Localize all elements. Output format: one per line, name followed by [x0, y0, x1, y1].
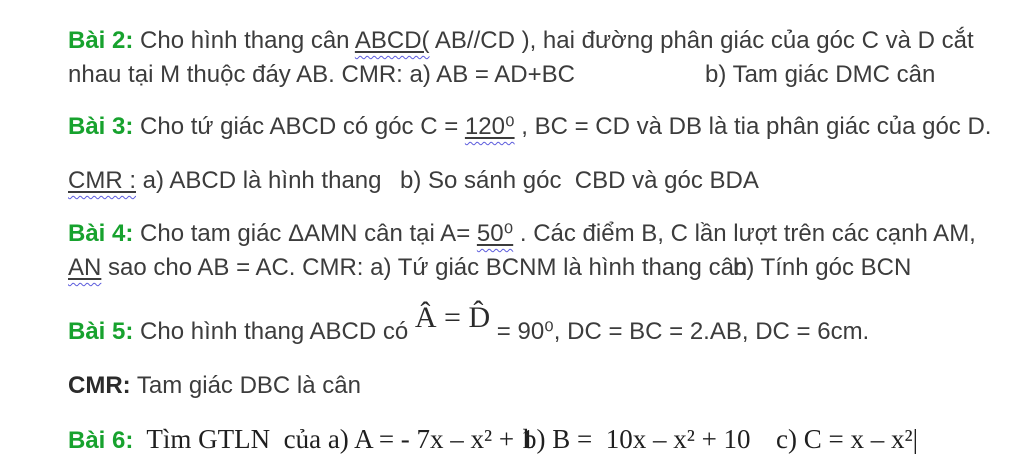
math-expression-angle-hats: Â = D̂ — [414, 301, 491, 334]
spellcheck-underlined-text: CMR : — [68, 167, 136, 194]
problem-4-label: Bài 4: — [68, 220, 134, 247]
text-cursor: | — [912, 424, 918, 454]
problem-3-part-b: b) So sánh góc CBD và góc BDA — [400, 167, 759, 194]
problem-2-label: Bài 2: — [68, 27, 134, 54]
problem-4-line-1 — [0, 219, 1024, 249]
problem-6-label: Bài 6: — [68, 427, 134, 454]
problem-2-text-post: AB//CD ), hai đường phân giác của góc C và D cắt — [429, 27, 974, 54]
problem-6-expr-a: a) A = - 7x – x² + 1 — [327, 424, 535, 454]
spellcheck-underlined-text: 120⁰ — [464, 113, 515, 140]
problem-4-part-b: b) Tính góc BCN — [733, 254, 912, 281]
spellcheck-underlined-text: ABCD( — [354, 27, 430, 54]
problem-5-cmr-text: Tam giác DBC là cân — [130, 372, 361, 399]
problem-2-part-a: nhau tại M thuộc đáy AB. CMR: a) AB = AD+BC — [68, 61, 575, 88]
problem-6-intro: Tìm GTLN của — [133, 424, 328, 454]
problem-3-part-a: CMR : a) ABCD là hình thang — [68, 167, 382, 194]
problem-2-line-1 — [0, 26, 1024, 56]
problem-6-part-a — [68, 424, 534, 456]
problem-4-text-post: . Các điểm B, C lần lượt trên các cạnh AM, — [513, 220, 976, 247]
problem-4-text-pre: Cho tam giác ΔAMN cân tại A= — [133, 220, 477, 247]
problem-3-label: Bài 3: — [68, 113, 134, 140]
problem-6-part-c: c) C = x – x²| — [776, 424, 918, 454]
problem-5-line-2 — [0, 371, 1024, 401]
cmr-label: CMR: — [68, 372, 131, 399]
problem-3-line-1 — [0, 112, 1024, 142]
problem-4-part-a: AN sao cho AB = AC. CMR: a) Tứ giác BCNM là hình thang cân — [68, 254, 748, 281]
spellcheck-underlined-text: 50⁰ — [476, 220, 514, 247]
problem-5-label: Bài 5: — [68, 318, 134, 345]
problem-2-part-b: b) Tam giác DMC cân — [705, 61, 936, 88]
problem-2-text-pre: Cho hình thang cân — [133, 27, 355, 54]
problem-3-text-post: , BC = CD và DB là tia phân giác của góc D. — [514, 113, 992, 140]
problem-5-line-1 — [0, 301, 1024, 347]
spellcheck-underlined-text: AN — [68, 254, 102, 281]
problem-5-text-pre: Cho hình thang ABCD có — [133, 318, 415, 345]
problem-5-text-post: = 90⁰, DC = BC = 2.AB, DC = 6cm. — [490, 318, 870, 345]
problem-3-text-pre: Cho tứ giác ABCD có góc C = — [133, 113, 465, 140]
problem-6-part-b: b) B = 10x – x² + 10 — [523, 424, 751, 454]
